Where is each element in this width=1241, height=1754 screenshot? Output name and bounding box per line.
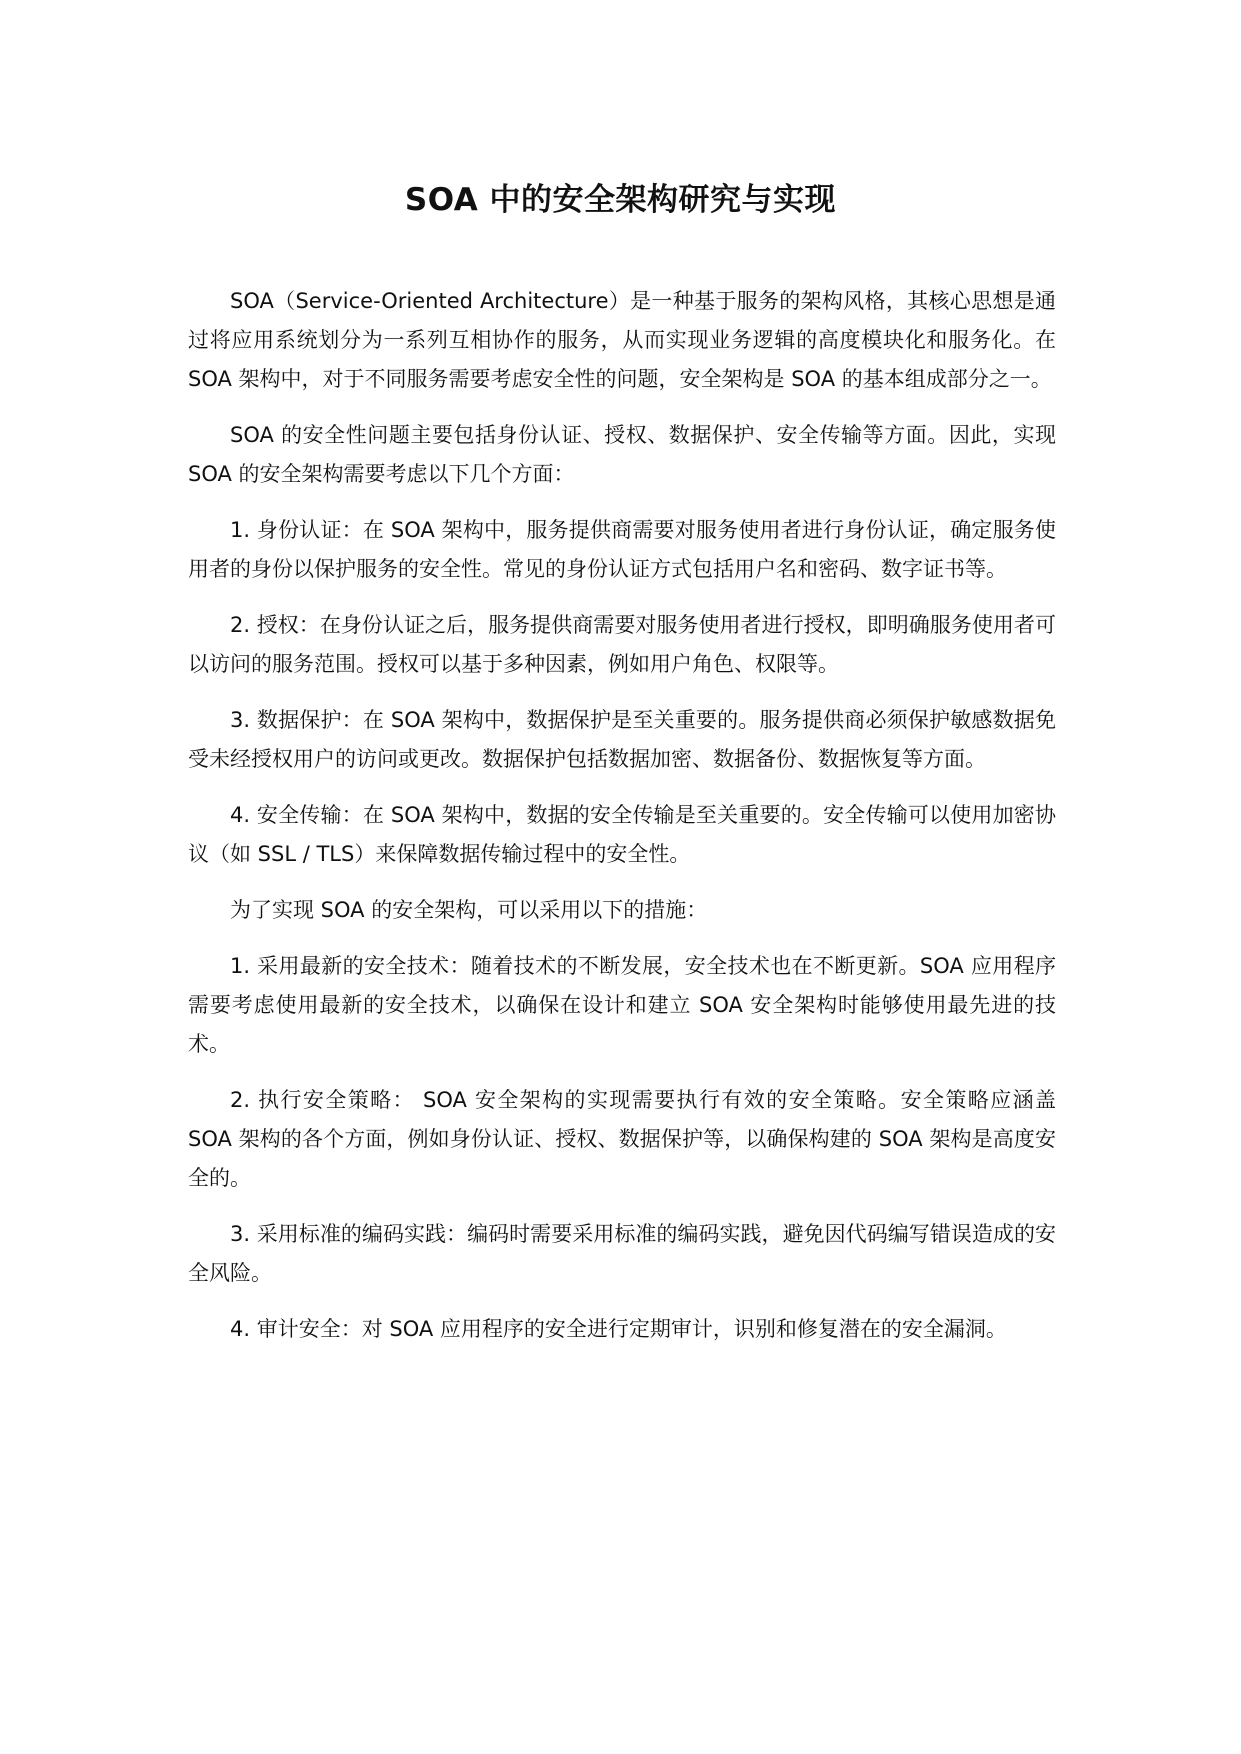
paragraph-intro: SOA（Service-Oriented Architecture）是一种基于服务的架构风格，其核心思想是通过将应用系统划分为一系列互相协作的服务，从而实现业务逻辑的高度模块化和服务化。在 SOA 架构中，对于不同服务需要考虑安全性的问题，安全架构是 SOA 的基本组成部分之一。 [188,289,1056,391]
paragraph-data-protection: 3. 数据保护：在 SOA 架构中，数据保护是至关重要的。服务提供商必须保护敏感数据免受未经授权用户的访问或更改。数据保护包括数据加密、数据备份、数据恢复等方面。 [188,708,1056,771]
paragraph-authentication: 1. 身份认证：在 SOA 架构中，服务提供商需要对服务使用者进行身份认证，确定服务使用者的身份以保护服务的安全性。常见的身份认证方式包括用户名和密码、数字证书等。 [188,518,1056,581]
paragraph-security-audit: 4. 审计安全：对 SOA 应用程序的安全进行定期审计，识别和修复潜在的安全漏洞。 [230,1317,1007,1341]
paragraph-secure-transport: 4. 安全传输：在 SOA 架构中，数据的安全传输是至关重要的。安全传输可以使用加密协议（如 SSL / TLS）来保障数据传输过程中的安全性。 [188,803,1056,866]
document-title: SOA 中的安全架构研究与实现 [404,182,837,218]
paragraph-security-issues: SOA 的安全性问题主要包括身份认证、授权、数据保护、安全传输等方面。因此，实现 SOA 的安全架构需要考虑以下几个方面： [188,423,1056,486]
paragraph-security-policy: 2. 执行安全策略： SOA 安全架构的实现需要执行有效的安全策略。安全策略应涵盖 SOA 架构的各个方面，例如身份认证、授权、数据保护等，以确保构建的 SOA 架构是高度安全的。 [188,1088,1056,1190]
paragraph-coding-practice: 3. 采用标准的编码实践：编码时需要采用标准的编码实践，避免因代码编写错误造成的安全风险。 [188,1222,1056,1285]
paragraph-authorization: 2. 授权：在身份认证之后，服务提供商需要对服务使用者进行授权，即明确服务使用者可以访问的服务范围。授权可以基于多种因素，例如用户角色、权限等。 [188,613,1056,676]
paragraph-measures-intro: 为了实现 SOA 的安全架构，可以采用以下的措施： [230,898,708,922]
paragraph-latest-tech: 1. 采用最新的安全技术：随着技术的不断发展，安全技术也在不断更新。SOA 应用程序需要考虑使用最新的安全技术，以确保在设计和建立 SOA 安全架构时能够使用最先进的技术。 [188,954,1056,1056]
document-body [188,282,1056,1366]
